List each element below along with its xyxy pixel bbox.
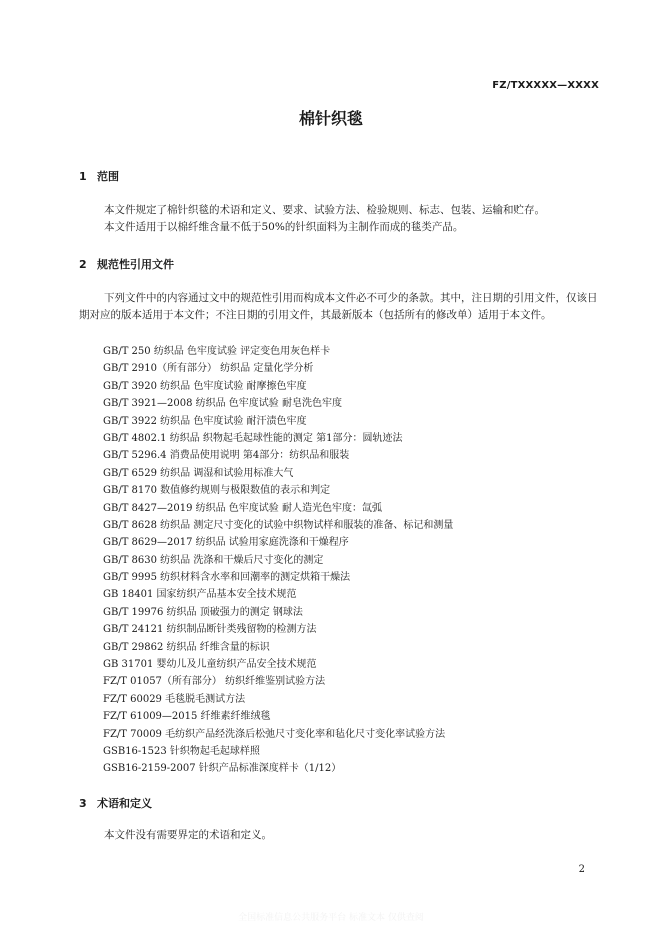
section-heading-normative-references [79, 256, 174, 272]
document-code: FZ/TXXXXX—XXXX [492, 80, 599, 91]
reference-item: FZ/T 61009—2015 纤维素纤维绒毯 [103, 711, 271, 723]
reference-list [103, 343, 453, 778]
reference-item: FZ/T 60029 毛毯脱毛测试方法 [103, 693, 246, 705]
reference-item: GSB16-1523 针织物起毛起球样照 [103, 745, 260, 757]
reference-item: GSB16-2159-2007 针织产品标准深度样卡（1/12） [103, 763, 342, 775]
document-title: 棉针织毯 [298, 109, 363, 128]
footer-watermark: 全国标准信息公共服务平台 标准文本 仅供查阅 [238, 913, 424, 923]
reference-item: GB/T 3920 纺织品 色牢度试验 耐摩擦色牢度 [103, 380, 307, 392]
reference-item: GB/T 29862 纺织品 纤维含量的标识 [103, 641, 270, 653]
scope-paragraph-1: 本文件规定了棉针织毯的术语和定义、要求、试验方法、检验规则、标志、包装、运输和贮存。 [104, 204, 545, 216]
reference-item: GB/T 3922 纺织品 色牢度试验 耐汗渍色牢度 [103, 415, 307, 427]
reference-item: GB/T 6529 纺织品 调湿和试验用标准大气 [103, 467, 294, 479]
section-title: 术语和定义 [97, 797, 152, 810]
terms-paragraph: 本文件没有需要界定的术语和定义。 [104, 829, 272, 841]
page-number: 2 [578, 864, 585, 875]
reference-item: GB/T 19976 纺织品 顶破强力的测定 钢球法 [103, 606, 303, 618]
reference-item: GB/T 8629—2017 纺织品 试验用家庭洗涤和干燥程序 [103, 537, 349, 549]
reference-item: GB/T 2910（所有部分） 纺织品 定量化学分析 [103, 363, 314, 375]
reference-item: GB/T 9995 纺织材料含水率和回潮率的测定烘箱干燥法 [103, 572, 351, 584]
section-heading-scope [79, 168, 119, 184]
reference-item: GB/T 8628 纺织品 测定尺寸变化的试验中织物试样和服装的准备、标记和测量 [103, 519, 454, 531]
section-number: 2 [79, 258, 87, 271]
reference-item: GB/T 5296.4 消费品使用说明 第4部分：纺织品和服装 [103, 450, 350, 462]
reference-item: GB/T 24121 纺织制品断针类残留物的检测方法 [103, 624, 317, 636]
reference-item: GB/T 3921—2008 纺织品 色牢度试验 耐皂洗色牢度 [103, 398, 342, 410]
reference-item: GB/T 4802.1 纺织品 织物起毛起球性能的测定 第1部分：圆轨迹法 [103, 432, 403, 444]
section-number: 1 [79, 170, 87, 183]
reference-item: FZ/T 01057（所有部分） 纺织纤维鉴别试验方法 [103, 676, 326, 688]
reference-item: FZ/T 70009 毛纺织产品经洗涤后松弛尺寸变化率和毡化尺寸变化率试验方法 [103, 728, 446, 740]
reference-item: GB/T 8427—2019 纺织品 色牢度试验 耐人造光色牢度：氙弧 [103, 502, 382, 514]
reference-item: GB 31701 婴幼儿及儿童纺织产品安全技术规范 [103, 659, 317, 671]
section-title: 规范性引用文件 [97, 258, 174, 271]
reference-item: GB/T 8170 数值修约规则与极限数值的表示和判定 [103, 485, 331, 497]
reference-item: GB 18401 国家纺织产品基本安全技术规范 [103, 589, 297, 601]
references-intro-paragraph: 下列文件中的内容通过文中的规范性引用而构成本文件必不可少的条款。其中，注日期的引用文件，仅该日期对应的版本适用于本文件；不注日期的引用文件，其最新版本（包括所有的修改单）适用于本文件。 [79, 292, 598, 321]
scope-paragraph-2: 本文件适用于以棉纤维含量不低于50%的针织面料为主制作而成的毯类产品。 [104, 221, 464, 233]
section-heading-terms [79, 795, 152, 811]
section-number: 3 [79, 797, 87, 810]
reference-item: GB/T 250 纺织品 色牢度试验 评定变色用灰色样卡 [103, 346, 331, 357]
reference-item: GB/T 8630 纺织品 洗涤和干燥后尺寸变化的测定 [103, 554, 324, 566]
section-title: 范围 [97, 170, 119, 183]
